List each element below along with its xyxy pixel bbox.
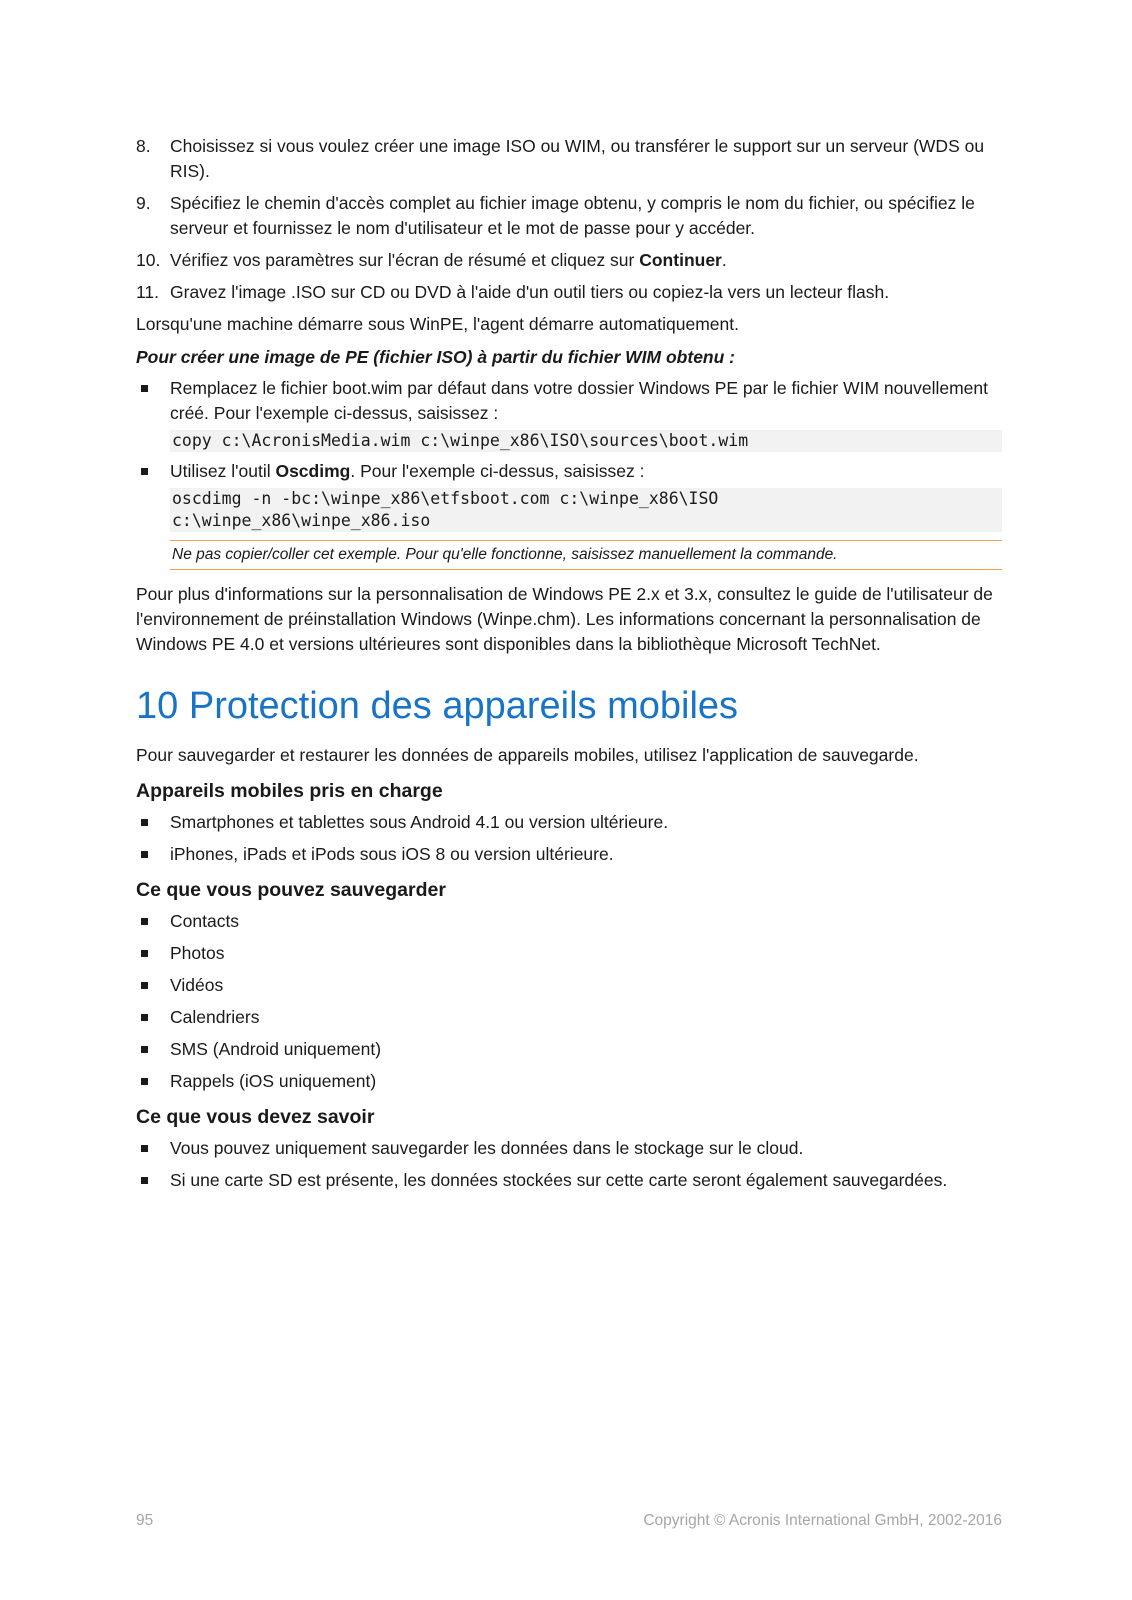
bullet-icon xyxy=(141,1046,148,1053)
bullet-icon xyxy=(141,1177,148,1184)
list-item-text: Smartphones et tablettes sous Android 4.1 ou version ultérieure. xyxy=(170,812,669,832)
section-heading: Ce que vous devez savoir xyxy=(136,1106,375,1128)
bullet-icon xyxy=(141,385,148,392)
list-item xyxy=(136,973,1002,998)
list-item xyxy=(136,1069,1002,1094)
bullet-icon xyxy=(141,918,148,925)
step-item xyxy=(136,248,1002,273)
list-item xyxy=(136,1005,1002,1030)
list-item-text: Vidéos xyxy=(170,975,224,995)
list-item-text: Photos xyxy=(170,943,225,963)
supported-devices-list xyxy=(136,810,1002,867)
list-item xyxy=(136,941,1002,966)
step-text: Gravez l'image .ISO sur CD ou DVD à l'aide d'un outil tiers ou copiez-la vers un lecteur flash. xyxy=(170,282,890,302)
chapter-title: Protection des appareils mobiles xyxy=(188,685,739,727)
list-item xyxy=(136,909,1002,934)
bullet-icon xyxy=(141,468,148,475)
list-item-text: SMS (Android uniquement) xyxy=(170,1039,382,1059)
list-item xyxy=(136,1037,1002,1062)
list-item xyxy=(136,1168,1002,1193)
list-item-text: iPhones, iPads et iPods sous iOS 8 ou version ultérieure. xyxy=(170,844,614,864)
page-number: 95 xyxy=(136,1512,154,1529)
step-number: 10. xyxy=(136,250,161,270)
winpe-note: Lorsqu'une machine démarre sous WinPE, l'agent démarre automatiquement. xyxy=(136,314,739,334)
procedure-item xyxy=(136,459,1002,570)
procedure-item-text-start: Utilisez l'outil xyxy=(170,461,276,481)
bullet-icon xyxy=(141,1078,148,1085)
procedure-item-text xyxy=(170,459,1002,484)
chapter-heading xyxy=(136,683,1002,729)
warning-note: Ne pas copier/coller cet exemple. Pour qu'elle fonctionne, saisissez manuellement la commande. xyxy=(170,540,1002,570)
chapter-intro: Pour sauvegarder et restaurer les données de appareils mobiles, utilisez l'application de sauvegarde. xyxy=(136,745,919,765)
oscdimg-label: Oscdimg xyxy=(275,461,351,481)
copyright-notice: Copyright © Acronis International GmbH, 2002-2016 xyxy=(643,1512,1002,1529)
step-text: Vérifiez vos paramètres sur l'écran de résumé et cliquez sur xyxy=(170,250,640,270)
section-heading: Ce que vous pouvez sauvegarder xyxy=(136,879,446,901)
step-number: 11. xyxy=(136,282,160,302)
step-number: 9. xyxy=(136,193,151,213)
step-item xyxy=(136,191,1002,241)
procedure-item xyxy=(136,376,1002,452)
list-item xyxy=(136,810,1002,835)
step-item xyxy=(136,134,1002,184)
step-item xyxy=(136,280,1002,305)
bullet-icon xyxy=(141,819,148,826)
list-item-text: Contacts xyxy=(170,911,240,931)
step-text: Choisissez si vous voulez créer une image ISO ou WIM, ou transférer le support sur un serveur (WDS ou RIS). xyxy=(170,136,985,181)
things-to-know-list xyxy=(136,1136,1002,1193)
list-item xyxy=(136,842,1002,867)
section-heading: Appareils mobiles pris en charge xyxy=(136,780,443,802)
bullet-icon xyxy=(141,1145,148,1152)
procedure-list xyxy=(136,376,1002,570)
step-text-end: . xyxy=(721,250,727,270)
page-content xyxy=(136,134,1002,1200)
list-item-text: Si une carte SD est présente, les données stockées sur cette carte seront également sauvegardées. xyxy=(170,1170,948,1190)
bullet-icon xyxy=(141,982,148,989)
step-number: 8. xyxy=(136,136,151,156)
procedure-title: Pour créer une image de PE (fichier ISO) à partir du fichier WIM obtenu : xyxy=(136,347,735,367)
code-block: copy c:\AcronisMedia.wim c:\winpe_x86\ISO\sources\boot.wim xyxy=(170,430,1002,452)
list-item xyxy=(136,1136,1002,1161)
backup-items-list xyxy=(136,909,1002,1094)
continue-label: Continuer xyxy=(639,250,722,270)
list-item-text: Calendriers xyxy=(170,1007,260,1027)
procedure-item-text-end: . Pour l'exemple ci-dessus, saisissez : xyxy=(350,461,645,481)
list-item-text: Vous pouvez uniquement sauvegarder les données dans le stockage sur le cloud. xyxy=(170,1138,804,1158)
procedure-item-text: Remplacez le fichier boot.wim par défaut dans votre dossier Windows PE par le fichier WIM nouvellement créé. Pour l'exemple ci-dessus, saisissez : xyxy=(170,378,988,423)
more-info-paragraph: Pour plus d'informations sur la personnalisation de Windows PE 2.x et 3.x, consultez le guide de l'utilisateur de l'environnement de préinstallation Windows (Winpe.chm). Les informations concernant la personnalisation de Windows PE 4.0 et versions ultérieures sont disponibles dans la bibliothèque Microsoft TechNet. xyxy=(136,584,993,654)
step-text: Spécifiez le chemin d'accès complet au fichier image obtenu, y compris le nom du fichier, ou spécifiez le serveur et fournissez le nom d'utilisateur et le mot de passe pour y accéder. xyxy=(170,193,975,238)
numbered-steps xyxy=(136,134,1002,305)
list-item-text: Rappels (iOS uniquement) xyxy=(170,1071,377,1091)
page-footer xyxy=(136,1512,1002,1534)
chapter-number: 10 xyxy=(136,685,179,727)
bullet-icon xyxy=(141,1014,148,1021)
bullet-icon xyxy=(141,950,148,957)
bullet-icon xyxy=(141,851,148,858)
code-block: oscdimg -n -bc:\winpe_x86\etfsboot.com c:\winpe_x86\ISO c:\winpe_x86\winpe_x86.iso xyxy=(170,488,1002,532)
